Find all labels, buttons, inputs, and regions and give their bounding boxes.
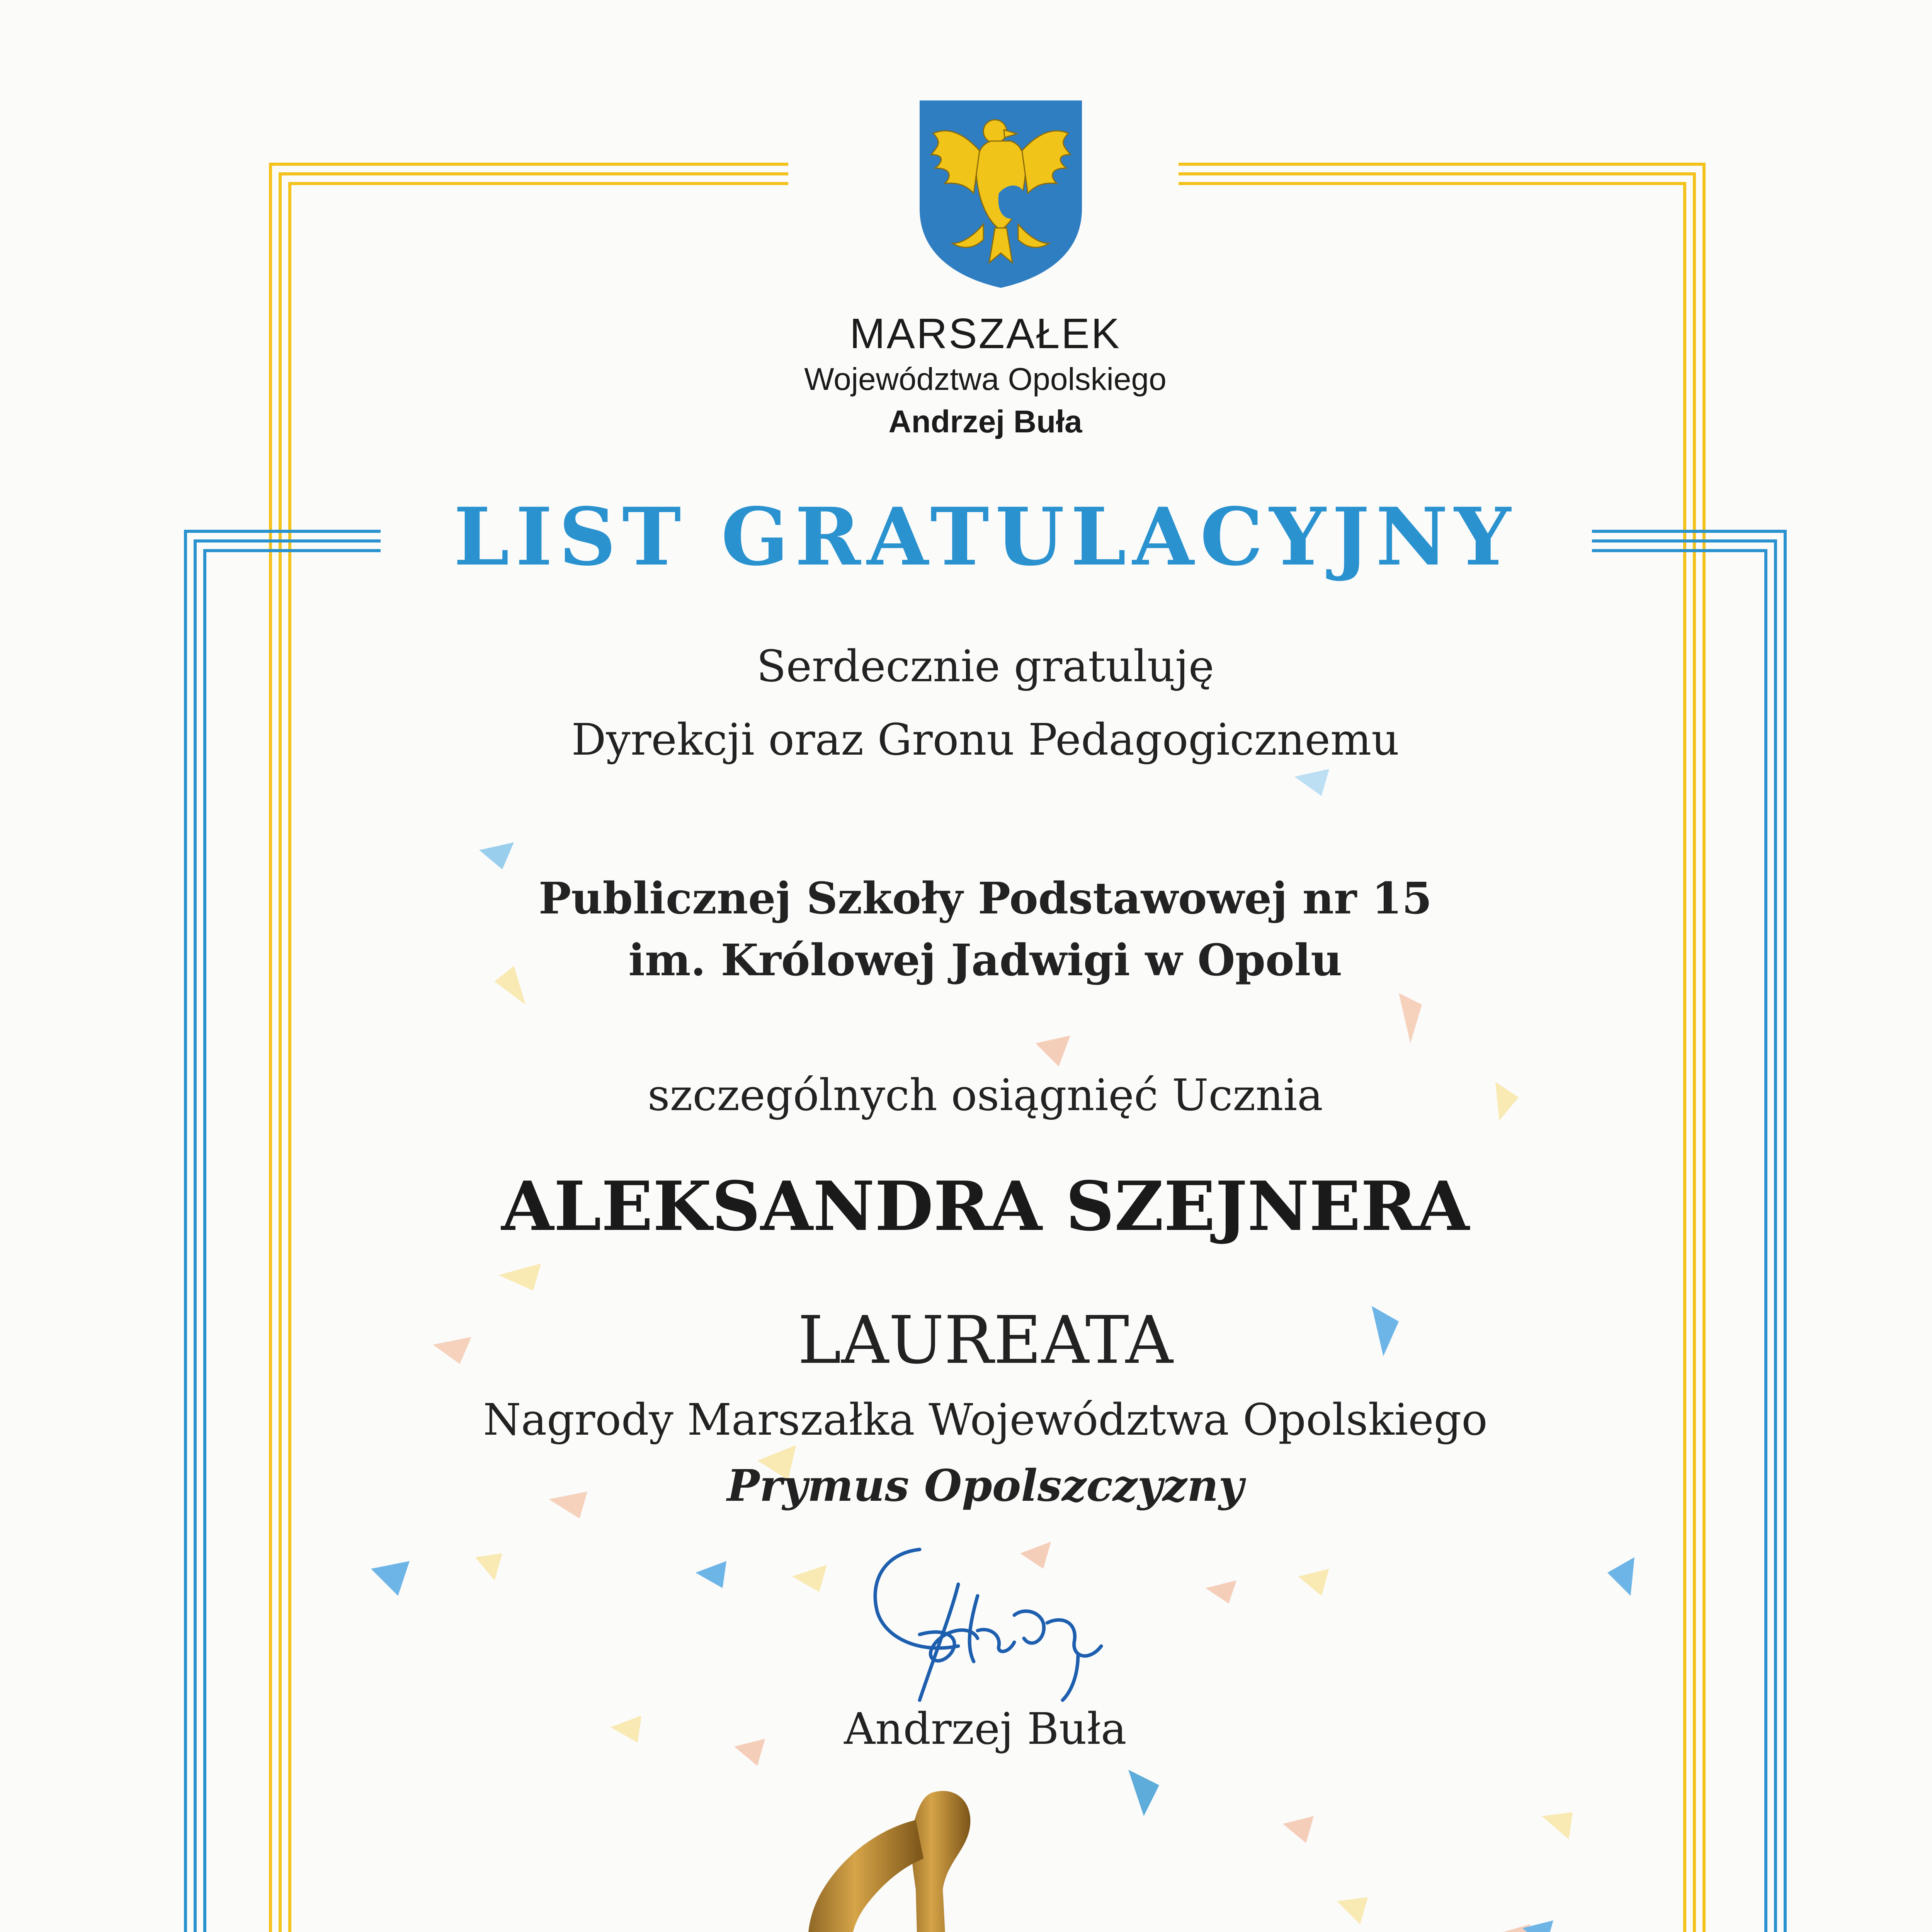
addressee-line: Dyrekcji oraz Gronu Pedagogicznemu	[571, 715, 1400, 765]
prymus-statuette-illustration	[676, 1762, 1198, 1932]
signer-name: Andrzej Buła	[844, 1704, 1127, 1754]
achievement-line: szczególnych osiągnięć Ucznia	[648, 1070, 1323, 1121]
recipient-name: ALEKSANDRA SZEJNERA	[501, 1167, 1469, 1246]
issuer-title: MARSZAŁEK	[849, 310, 1121, 357]
issuer-name: Andrzej Buła	[888, 404, 1082, 439]
greeting-line: Serdecznie gratuluję	[756, 641, 1214, 692]
award-subtitle: Prymus Opolszczyzny	[727, 1461, 1244, 1511]
award-name: Nagrody Marszałka Województwa Opolskiego	[483, 1395, 1488, 1445]
issuer-office: Województwa Opolskiego	[804, 362, 1167, 397]
school-name-line-2: im. Królowej Jadwigi w Opolu	[628, 935, 1342, 986]
document-title: LIST GRATULACYJNY	[453, 491, 1517, 583]
opole-voivodeship-eagle-crest-icon	[916, 97, 1086, 290]
school-name-line-1: Publicznej Szkoły Podstawowej nr 15	[538, 873, 1432, 924]
award-title: LAUREATA	[798, 1302, 1173, 1379]
handwritten-signature-icon	[862, 1538, 1132, 1719]
